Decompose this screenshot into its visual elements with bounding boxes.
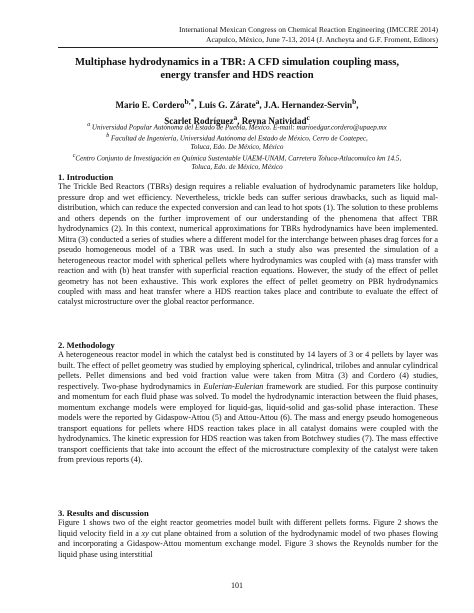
section-body: [58, 518, 438, 560]
affiliation-marker: a: [87, 122, 91, 128]
author-superscript: c: [306, 112, 310, 122]
italic-term: xy: [141, 528, 149, 538]
affiliation-marker: b: [106, 133, 110, 140]
body-text: A heterogeneous reactor model in which the catalyst bed is constituted by 14 layers of 3 or 4 pellets by layer was built. The effect of pellet geometry was studied by employing spherical, cylindrical, trilobes and annular cylindrical pellets. Pellet dimensions and bed void fraction value were taken from Mitra (3) and Cordero (4) studies, respectively. Two-phase hydrodynamics in: [58, 350, 438, 391]
conference-header: [179, 25, 438, 44]
affiliation-text: Centro Conjunto de Investigación en Química Sustentable UAEM-UNAM, Carretera Toluca-Atlacomulco km 14.5,: [75, 154, 402, 163]
author-superscript: b,: [184, 97, 191, 106]
header-rule: [58, 47, 438, 48]
author-name: Mario E. Cordero: [115, 100, 185, 110]
section-results: [58, 508, 438, 560]
body-text: cut plane obtained from a solution of the hydrodynamic model of two phases flowing and incorporating a Gidaspow-Attou momentum exchange model. Figure 3 shows the Reynolds number for the liquid phase using interstitial: [58, 528, 438, 559]
section-introduction: [58, 172, 438, 308]
body-text: Figure 1 shows two of the eight reactor geometries model built with different pellets forms. Figure 2 shows the liquid velocity field in a: [58, 518, 438, 538]
author-name: , Reyna Natividad: [237, 115, 307, 126]
author-name: , J.A. Hernandez-Servin: [259, 100, 353, 110]
body-text: framework are studied. For this purpose continuity and momentum for each fluid phase was solved. To model the hydrodynamic interaction between the fluid phases, momentum exchange models were employed for liquid-gas, liquid-solid and gas-solid phase interaction. These models were the reported by Gidaspow-Attou (5) and Attou-Attou (6). The mass and energy pseudo homogeneous transport equations for pellets where HDS reaction takes place in all catalyst domains were coupled with the hydrodynamics. The kinetic expression for HDS reaction was taken from Botchwey studies (7). The mass effective transport coefficients that take into account the effect of the microstructure complexity of the catalyst were taken from previous reports (4).: [58, 381, 438, 464]
author-name: , Luis G. Zárate: [194, 100, 256, 110]
section-heading: 1. Introduction: [58, 172, 114, 182]
author-name: Scarlet Rodríguez: [164, 115, 234, 126]
affiliation-b: [40, 132, 434, 143]
affiliation-marker: c: [72, 153, 76, 160]
section-body: [58, 350, 438, 465]
affiliation-b-line-2: Toluca, Edo. De México, México: [190, 143, 284, 152]
section-methodology: [58, 340, 438, 465]
header-line-1: International Mexican Congress on Chemical Reaction Engineering (IMCCRE 2014): [179, 25, 438, 34]
author-superscript: a: [233, 112, 238, 122]
section-body: The Trickle Bed Reactors (TBRs) design requires a reliable evaluation of hydrodynamic parameters like holdup, pressure drop and wet efficiency. Nevertheless, trickle beds can suffer serious drawbacks, such as liquid mal-distribution, which can reduce the expected conversion and can lead to hot spots (1). The solution to these problems and others depends on the further improvement of our understanding of the phenomena that affect TBR hydrodynamics (2). In this context, numerical approximations for TBRs hydrodynamics have been implemented. Mitra (3) conducted a series of studies where a different model for the interchange between phases drag forces for a pseudo homogeneous model of a TBR was used. In such a study also was presented the simulation of a heterogeneous reactor model with spherical pellets where hydrodynamics was coupled with (a) mass transfer with reaction and with (b) heat transfer with superficial reaction equations. However, the study of the effect of pellet geometry has not been exhaustive. This work explores the effect of pellet geometry on PBR hydrodynamics coupled with mass and heat transfer where a HDS reaction takes place and contribute to evaluate the effect of catalyst microstructure over the global reactor performance.: [58, 182, 438, 307]
affiliations: [40, 121, 434, 172]
author-separator: ,: [356, 100, 359, 110]
section-heading: 3. Results and discussion: [58, 508, 149, 518]
affiliation-c: [40, 152, 434, 163]
corresponding-mark: *: [190, 97, 195, 106]
email-link[interactable]: marioedgar.cordero@upaep.mx: [296, 123, 387, 132]
paper-title: [40, 56, 434, 82]
affiliation-text: Universidad Popular Autónoma del Estado de Puebla, México. E-mail:: [90, 123, 297, 132]
affiliation-c-line-2: Toluca, Edo. de México, México: [191, 163, 283, 172]
author-superscript: a: [255, 97, 260, 106]
title-line-2: energy transfer and HDS reaction: [160, 70, 314, 81]
title-line-1: Multiphase hydrodynamics in a TBR: A CFD simulation coupling mass,: [75, 57, 399, 68]
section-heading: 2. Methodology: [58, 340, 115, 350]
affiliation-text: Facultad de Ingeniería, Universidad Autónoma del Estado de México, Cerro de Coatepec,: [109, 134, 368, 143]
italic-term: Eulerian-Eulerian: [203, 381, 264, 391]
page-number: 101: [231, 581, 243, 590]
authors-line-1: [40, 96, 434, 112]
author-superscript: b: [352, 97, 357, 106]
affiliation-a: [40, 121, 434, 132]
header-line-2: Acapulco, México, June 7-13, 2014 (J. Ancheyta and G.F. Froment, Editors): [205, 34, 438, 44]
